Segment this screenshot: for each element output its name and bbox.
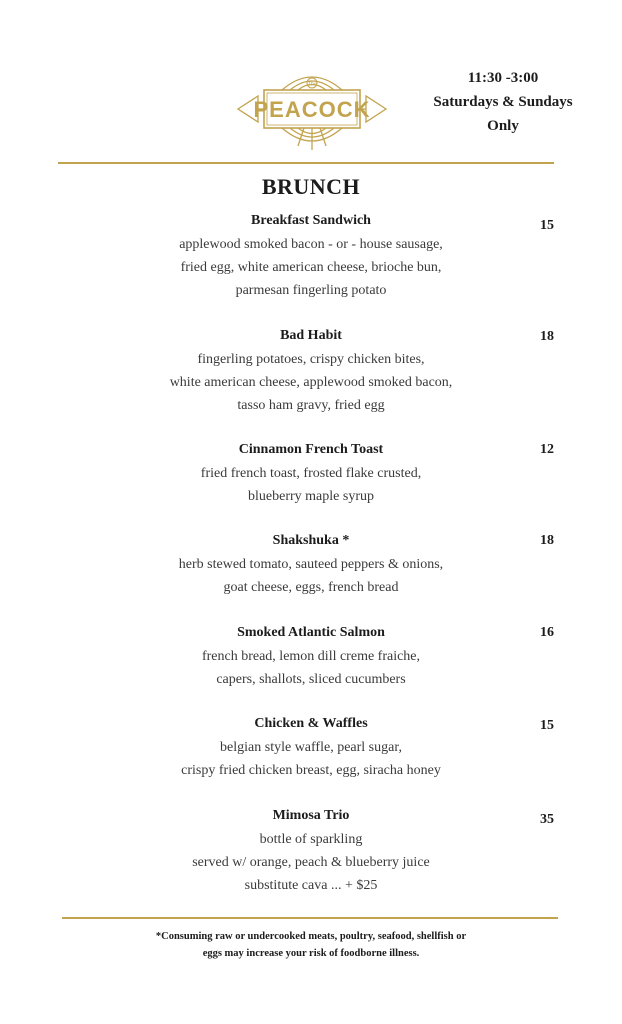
disclaimer-line: eggs may increase your risk of foodborne illness.	[202, 948, 420, 959]
item-desc-line: tasso ham gravy, fried egg	[237, 398, 385, 413]
item-name: Cinnamon French Toast	[238, 442, 384, 457]
item-price: 35	[540, 812, 554, 827]
item-desc-line: fried french toast, frosted flake crusted,	[200, 466, 422, 481]
bottom-divider	[62, 917, 558, 919]
disclaimer-line: *Consuming raw or undercooked meats, poultry, seafood, shellfish or	[155, 931, 467, 942]
top-divider	[58, 162, 554, 164]
item-desc-line: belgian style waffle, pearl sugar,	[220, 740, 402, 755]
item-desc-line: bottle of sparkling	[259, 832, 363, 847]
hours-block	[420, 66, 586, 138]
logo-name: PEACOCK	[253, 97, 371, 122]
item-desc-line: herb stewed tomato, sauteed peppers & onions,	[178, 557, 444, 572]
menu-item-shakshuka	[100, 529, 522, 599]
hours-note: Only	[487, 118, 519, 134]
food-safety-disclaimer	[0, 928, 622, 962]
peacock-logo	[236, 66, 388, 152]
item-desc-line: crispy fried chicken breast, egg, siracha honey	[181, 763, 441, 778]
peacock-logo-icon	[236, 66, 388, 152]
item-price: 16	[540, 625, 554, 640]
item-name: Bad Habit	[280, 328, 342, 343]
item-name: Smoked Atlantic Salmon	[237, 625, 385, 640]
menu-item-cinnamon-french-toast	[100, 438, 522, 508]
item-name: Shakshuka *	[272, 533, 350, 548]
item-desc-line: fried egg, white american cheese, brioche bun,	[180, 260, 442, 275]
item-desc-line: goat cheese, eggs, french bread	[223, 580, 399, 595]
item-desc-line: applewood smoked bacon - or - house sausage,	[179, 237, 443, 252]
item-name: Mimosa Trio	[272, 808, 350, 823]
item-desc-line: white american cheese, applewood smoked bacon,	[169, 375, 453, 390]
menu-item-chicken-waffles	[100, 712, 522, 782]
section-title: BRUNCH	[261, 174, 361, 199]
menu-item-bad-habit	[100, 324, 522, 417]
item-desc-line: substitute cava ... + $25	[244, 878, 378, 893]
item-name: Breakfast Sandwich	[251, 213, 371, 228]
menu-item-breakfast-sandwich	[100, 209, 522, 302]
item-price: 18	[540, 329, 554, 344]
menu-item-smoked-atlantic-salmon	[100, 621, 522, 691]
item-desc-line: parmesan fingerling potato	[235, 283, 387, 298]
item-desc-line: fingerling potatoes, crispy chicken bites,	[197, 352, 425, 367]
item-desc-line: blueberry maple syrup	[248, 489, 374, 504]
hours-time: 11:30 -3:00	[467, 70, 539, 86]
item-price: 15	[540, 718, 554, 733]
item-desc-line: capers, shallots, sliced cucumbers	[216, 672, 406, 687]
item-name: Chicken & Waffles	[254, 716, 368, 731]
item-desc-line: served w/ orange, peach & blueberry juice	[192, 855, 430, 870]
hours-days: Saturdays & Sundays	[433, 94, 573, 110]
item-price: 12	[540, 442, 554, 457]
item-desc-line: french bread, lemon dill creme fraiche,	[201, 649, 421, 664]
logo-small-text: The	[307, 81, 317, 88]
menu-item-mimosa-trio	[100, 804, 522, 897]
item-price: 15	[540, 218, 554, 233]
item-price: 18	[540, 533, 554, 548]
